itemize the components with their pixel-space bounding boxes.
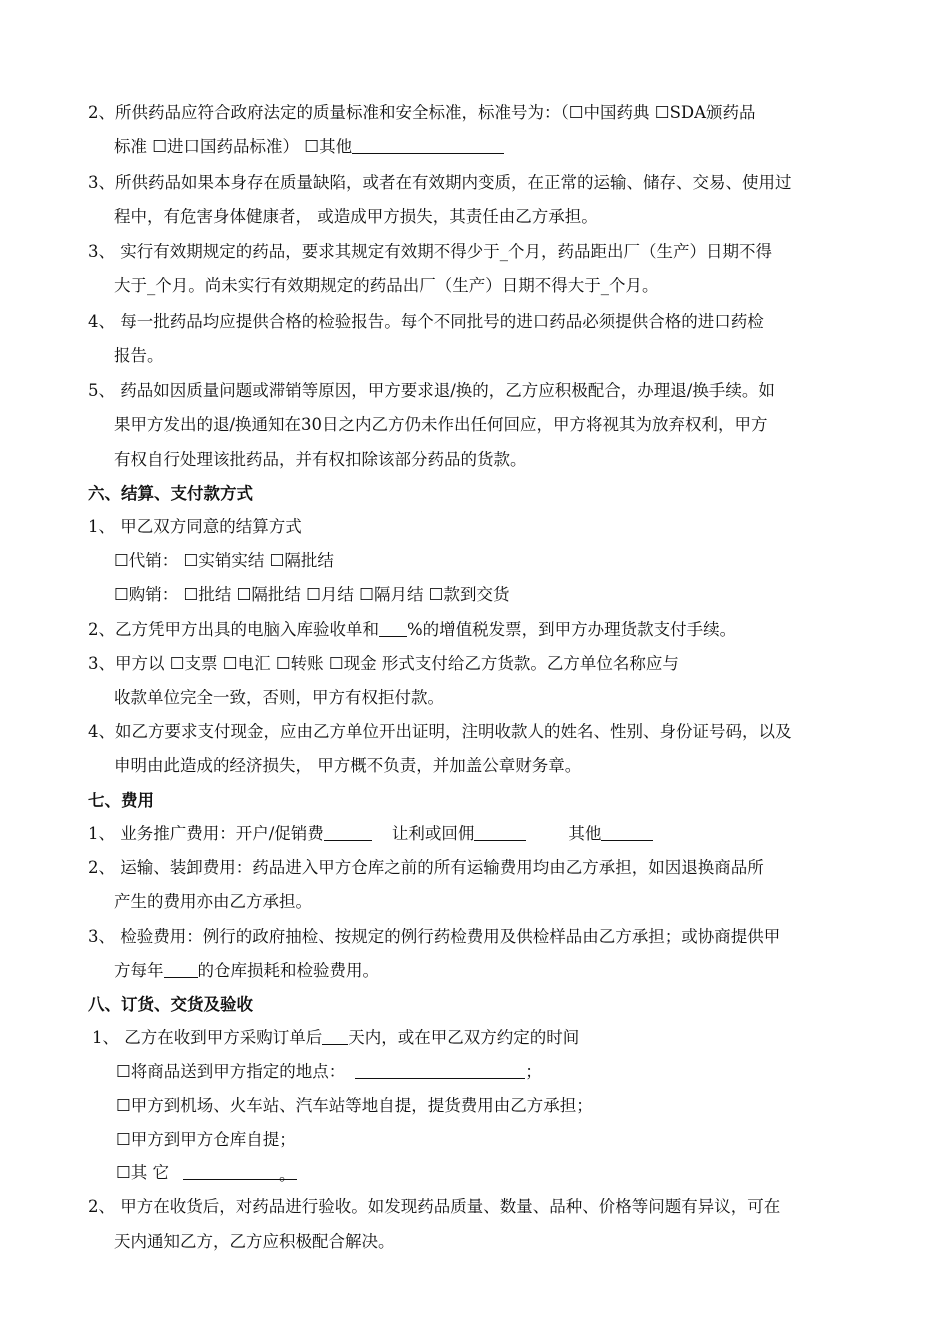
promotion-fee-blank[interactable]	[324, 822, 372, 841]
quality-item-5-line-1: 5、 药品如因质量问题或滞销等原因，甲方要求退/换的，乙方应积极配合，办理退/换手续。如	[88, 381, 775, 400]
fees-item-1-text-c: 其他	[568, 824, 602, 843]
rebate-blank[interactable]	[474, 822, 526, 841]
delivery-option-1-end: ；	[525, 1062, 542, 1081]
delivery-item-1-text-a: 1、 乙方在收到甲方采购订单后	[92, 1028, 323, 1047]
purchase-options[interactable]: ☐购销： ☐批结 ☐隔批结 ☐月结 ☐隔月结 ☐款到交货	[114, 585, 510, 604]
section-6-heading: 六、结算、支付款方式	[88, 484, 253, 503]
delivery-option-2[interactable]: ☐甲方到机场、火车站、汽车站等地自提，提货费用由乙方承担；	[116, 1096, 593, 1115]
quality-item-4-line-2: 报告。	[114, 346, 164, 365]
quality-item-3b-line-2: 大于_个月。尚未实行有效期规定的药品出厂（生产）日期不得大于_个月。	[114, 276, 659, 295]
settlement-item-4-line-1: 4、如乙方要求支付现金，应由乙方单位开出证明，注明收款人的姓名、性别、身份证号码，以及	[88, 722, 792, 741]
delivery-option-4[interactable]	[116, 1159, 880, 1187]
delivery-option-1-text: ☐将商品送到甲方指定的地点：	[116, 1062, 346, 1081]
section-7-heading: 七、费用	[88, 791, 154, 810]
fees-item-3-line-2	[114, 957, 880, 985]
quality-item-5-line-3: 有权自行处理该批药品，并有权扣除该部分药品的货款。	[114, 450, 527, 469]
delivery-item-2-line-2: 天内通知乙方，乙方应积极配合解决。	[114, 1232, 395, 1251]
fees-item-1	[88, 820, 880, 848]
quality-item-4-line-1: 4、 每一批药品均应提供合格的检验报告。每个不同批号的进口药品必须提供合格的进口药检	[88, 312, 764, 331]
annual-loss-blank[interactable]	[164, 959, 198, 978]
settlement-item-2-text-b: %的增值税发票，到甲方办理货款支付手续。	[407, 620, 737, 639]
delivery-option-1[interactable]	[116, 1058, 880, 1086]
settlement-item-1: 1、 甲乙双方同意的结算方式	[88, 517, 302, 536]
delivery-option-3[interactable]: ☐甲方到甲方仓库自提；	[116, 1130, 296, 1149]
quality-item-2-text: 标准 ☐进口国药品标准） ☐其他	[114, 137, 353, 156]
quality-item-3a-line-1: 3、所供药品如果本身存在质量缺陷，或者在有效期内变质，在正常的运输、储存、交易、使用过	[88, 173, 792, 192]
settlement-item-3-line-2: 收款单位完全一致，否则，甲方有权拒付款。	[114, 688, 444, 707]
quality-item-2-line-2	[114, 133, 880, 161]
fees-item-1-text-a: 1、 业务推广费用：开户/促销费	[88, 824, 324, 843]
other-delivery-blank[interactable]	[183, 1161, 279, 1180]
other-fee-blank[interactable]	[601, 822, 653, 841]
other-delivery-end: 。	[279, 1161, 297, 1180]
delivery-option-4-text: ☐其 它	[116, 1163, 170, 1182]
settlement-item-3-line-1[interactable]: 3、甲方以 ☐支票 ☐电汇 ☐转账 ☐现金 形式支付给乙方货款。乙方单位名称应与	[88, 654, 679, 673]
fees-item-2-line-1: 2、 运输、装卸费用：药品进入甲方仓库之前的所有运输费用均由乙方承担，如因退换商品所	[88, 858, 764, 877]
settlement-item-4-line-2: 申明由此造成的经济损失， 甲方概不负责，并加盖公章财务章。	[114, 756, 582, 775]
delivery-item-1-text-b: 天内，或在甲乙双方约定的时间	[348, 1028, 580, 1047]
other-standard-blank[interactable]	[352, 135, 504, 154]
quality-item-3a-line-2: 程中，有危害身体健康者， 或造成甲方损失，其责任由乙方承担。	[114, 207, 598, 226]
delivery-days-blank[interactable]	[322, 1026, 348, 1045]
fees-item-1-text-b: 让利或回佣	[391, 824, 475, 843]
fees-item-2-line-2: 产生的费用亦由乙方承担。	[114, 892, 312, 911]
section-8-heading: 八、订货、交货及验收	[88, 995, 253, 1014]
fees-item-3-line-1: 3、 检验费用：例行的政府抽检、按规定的例行药检费用及供检样品由乙方承担；或协商提供甲	[88, 927, 781, 946]
fees-item-3-text-a: 方每年	[114, 961, 164, 980]
consignment-options[interactable]: ☐代销： ☐实销实结 ☐隔批结	[114, 551, 334, 570]
fees-item-3-text-b: 的仓库损耗和检验费用。	[197, 961, 379, 980]
quality-item-5-line-2: 果甲方发出的退/换通知在30日之内乙方仍未作出任何回应，甲方将视其为放弃权利，甲方	[114, 415, 768, 434]
delivery-item-2-line-1: 2、 甲方在收货后，对药品进行验收。如发现药品质量、数量、品种、价格等问题有异议，可在	[88, 1197, 781, 1216]
delivery-item-1	[92, 1024, 880, 1052]
settlement-item-2-text-a: 2、乙方凭甲方出具的电脑入库验收单和	[88, 620, 379, 639]
delivery-location-blank[interactable]	[355, 1060, 525, 1079]
quality-item-3b-line-1: 3、 实行有效期规定的药品，要求其规定有效期不得少于_个月，药品距出厂（生产）日期不得	[88, 242, 772, 261]
quality-item-2-line-1: 2、所供药品应符合政府法定的质量标准和安全标准，标准号为：（☐中国药典 ☐SDA颁药品	[88, 103, 756, 122]
settlement-item-2	[88, 616, 880, 644]
vat-percent-blank[interactable]	[379, 618, 407, 637]
